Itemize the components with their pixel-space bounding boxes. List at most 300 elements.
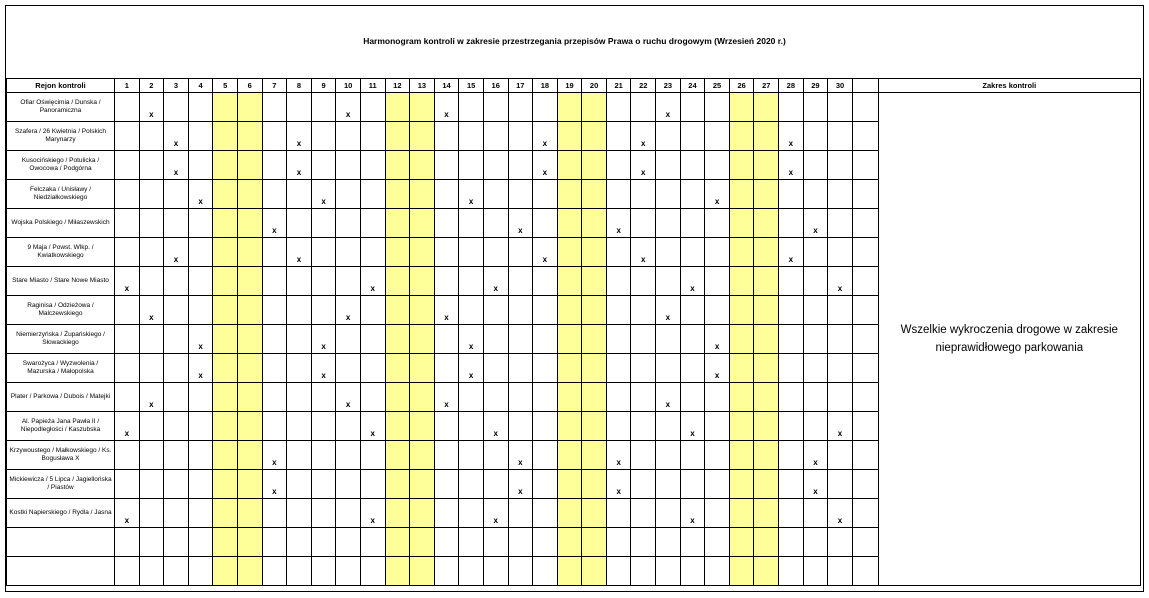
day-cell bbox=[336, 238, 361, 267]
region-cell: Kostki Napierskiego / Rydla / Jasna bbox=[7, 499, 115, 528]
day-cell bbox=[213, 528, 238, 557]
day-cell bbox=[828, 238, 853, 267]
day-cell bbox=[533, 412, 558, 441]
inspection-mark: x bbox=[680, 267, 705, 296]
day-cell bbox=[237, 238, 262, 267]
inspection-mark: x bbox=[188, 325, 213, 354]
day-cell bbox=[606, 354, 631, 383]
day-cell bbox=[582, 470, 607, 499]
day-cell bbox=[557, 267, 582, 296]
day-cell bbox=[803, 180, 828, 209]
inspection-mark: x bbox=[188, 180, 213, 209]
day-cell bbox=[434, 354, 459, 383]
day-cell bbox=[582, 122, 607, 151]
day-cell bbox=[483, 557, 508, 586]
day-cell bbox=[631, 209, 656, 238]
inspection-mark: x bbox=[656, 383, 681, 412]
day-cell bbox=[115, 528, 140, 557]
header-row bbox=[7, 79, 1141, 93]
day-cell bbox=[164, 528, 189, 557]
schedule-sheet bbox=[5, 5, 1144, 592]
day-cell bbox=[656, 267, 681, 296]
spacer-cell bbox=[852, 383, 878, 412]
day-header: 12 bbox=[385, 79, 410, 93]
day-cell bbox=[557, 180, 582, 209]
day-cell bbox=[729, 528, 754, 557]
day-cell bbox=[483, 528, 508, 557]
day-cell bbox=[385, 325, 410, 354]
inspection-mark: x bbox=[680, 499, 705, 528]
day-cell bbox=[779, 383, 804, 412]
day-cell bbox=[237, 122, 262, 151]
day-cell bbox=[213, 238, 238, 267]
day-cell bbox=[262, 296, 287, 325]
day-header: 27 bbox=[754, 79, 779, 93]
day-cell bbox=[779, 325, 804, 354]
day-cell bbox=[729, 267, 754, 296]
inspection-mark: x bbox=[606, 209, 631, 238]
inspection-mark: x bbox=[483, 412, 508, 441]
day-cell bbox=[237, 325, 262, 354]
day-cell bbox=[385, 354, 410, 383]
day-cell bbox=[483, 354, 508, 383]
day-cell bbox=[656, 499, 681, 528]
inspection-mark: x bbox=[115, 412, 140, 441]
day-header: 2 bbox=[139, 79, 164, 93]
day-cell bbox=[188, 557, 213, 586]
day-cell bbox=[533, 557, 558, 586]
day-cell bbox=[606, 267, 631, 296]
day-cell bbox=[213, 557, 238, 586]
day-cell bbox=[139, 180, 164, 209]
day-cell bbox=[754, 383, 779, 412]
day-cell bbox=[680, 93, 705, 122]
day-cell bbox=[582, 151, 607, 180]
day-cell bbox=[188, 151, 213, 180]
inspection-mark: x bbox=[336, 383, 361, 412]
day-cell bbox=[287, 412, 312, 441]
day-cell bbox=[311, 383, 336, 412]
day-cell bbox=[385, 93, 410, 122]
spacer-cell bbox=[852, 238, 878, 267]
inspection-mark: x bbox=[533, 151, 558, 180]
spacer-cell bbox=[852, 354, 878, 383]
day-cell bbox=[434, 412, 459, 441]
day-cell bbox=[705, 441, 730, 470]
day-cell bbox=[779, 499, 804, 528]
day-cell bbox=[213, 180, 238, 209]
day-cell bbox=[533, 93, 558, 122]
day-cell bbox=[115, 238, 140, 267]
day-cell bbox=[385, 441, 410, 470]
inspection-mark: x bbox=[483, 499, 508, 528]
inspection-mark: x bbox=[360, 499, 385, 528]
day-cell bbox=[311, 238, 336, 267]
day-cell bbox=[803, 151, 828, 180]
day-cell bbox=[385, 528, 410, 557]
day-cell bbox=[115, 296, 140, 325]
day-cell bbox=[779, 180, 804, 209]
day-cell bbox=[287, 93, 312, 122]
day-cell bbox=[582, 412, 607, 441]
day-header: 8 bbox=[287, 79, 312, 93]
day-cell bbox=[262, 267, 287, 296]
day-cell bbox=[139, 238, 164, 267]
day-cell bbox=[828, 296, 853, 325]
day-cell bbox=[188, 122, 213, 151]
day-cell bbox=[533, 470, 558, 499]
day-cell bbox=[557, 325, 582, 354]
day-cell bbox=[188, 267, 213, 296]
day-cell bbox=[213, 93, 238, 122]
day-cell bbox=[434, 180, 459, 209]
day-cell bbox=[410, 354, 435, 383]
day-cell bbox=[533, 296, 558, 325]
day-cell bbox=[115, 383, 140, 412]
day-cell bbox=[164, 383, 189, 412]
day-cell bbox=[139, 528, 164, 557]
day-cell bbox=[410, 499, 435, 528]
day-header: 15 bbox=[459, 79, 484, 93]
day-cell bbox=[410, 296, 435, 325]
region-cell: Plater / Parkowa / Dubois / Matejki bbox=[7, 383, 115, 412]
day-cell bbox=[705, 93, 730, 122]
day-cell bbox=[336, 470, 361, 499]
day-cell bbox=[483, 122, 508, 151]
inspection-mark: x bbox=[533, 122, 558, 151]
region-cell: Kusocińskiego / Potulicka / Owocowa / Podgórna bbox=[7, 151, 115, 180]
spacer-cell bbox=[852, 325, 878, 354]
day-cell bbox=[631, 470, 656, 499]
inspection-mark: x bbox=[779, 238, 804, 267]
inspection-mark: x bbox=[262, 209, 287, 238]
day-cell bbox=[360, 238, 385, 267]
day-cell bbox=[459, 528, 484, 557]
day-cell bbox=[287, 209, 312, 238]
day-cell bbox=[188, 499, 213, 528]
day-cell bbox=[434, 557, 459, 586]
inspection-mark: x bbox=[434, 383, 459, 412]
day-cell bbox=[459, 412, 484, 441]
day-cell bbox=[656, 441, 681, 470]
day-cell bbox=[557, 209, 582, 238]
day-header: 20 bbox=[582, 79, 607, 93]
day-cell bbox=[311, 209, 336, 238]
day-cell bbox=[336, 499, 361, 528]
day-cell bbox=[385, 267, 410, 296]
day-cell bbox=[188, 296, 213, 325]
day-cell bbox=[139, 354, 164, 383]
day-cell bbox=[459, 296, 484, 325]
day-cell bbox=[656, 557, 681, 586]
day-cell bbox=[483, 296, 508, 325]
day-header: 6 bbox=[237, 79, 262, 93]
day-cell bbox=[115, 557, 140, 586]
day-cell bbox=[582, 267, 607, 296]
region-cell: Wojska Polskiego / Miłaszewskich bbox=[7, 209, 115, 238]
day-cell bbox=[164, 209, 189, 238]
inspection-mark: x bbox=[656, 296, 681, 325]
day-cell bbox=[754, 528, 779, 557]
day-cell bbox=[459, 470, 484, 499]
day-cell bbox=[139, 499, 164, 528]
day-cell bbox=[705, 383, 730, 412]
day-cell bbox=[508, 528, 533, 557]
schedule-table bbox=[6, 78, 1141, 586]
day-cell bbox=[139, 209, 164, 238]
day-cell bbox=[360, 209, 385, 238]
day-cell bbox=[779, 93, 804, 122]
inspection-mark: x bbox=[533, 238, 558, 267]
inspection-mark: x bbox=[336, 93, 361, 122]
day-cell bbox=[582, 499, 607, 528]
day-cell bbox=[533, 209, 558, 238]
day-cell bbox=[680, 180, 705, 209]
day-cell bbox=[557, 528, 582, 557]
inspection-mark: x bbox=[508, 209, 533, 238]
day-cell bbox=[631, 267, 656, 296]
day-cell bbox=[582, 238, 607, 267]
day-cell bbox=[311, 122, 336, 151]
day-cell bbox=[139, 441, 164, 470]
inspection-mark: x bbox=[164, 151, 189, 180]
day-cell bbox=[287, 441, 312, 470]
day-cell bbox=[606, 180, 631, 209]
day-cell bbox=[508, 267, 533, 296]
inspection-mark: x bbox=[115, 499, 140, 528]
day-cell bbox=[729, 93, 754, 122]
day-cell bbox=[705, 412, 730, 441]
day-header: 19 bbox=[557, 79, 582, 93]
region-cell bbox=[7, 557, 115, 586]
inspection-mark: x bbox=[803, 441, 828, 470]
day-cell bbox=[828, 470, 853, 499]
day-cell bbox=[336, 441, 361, 470]
day-cell bbox=[729, 151, 754, 180]
inspection-mark: x bbox=[705, 180, 730, 209]
day-cell bbox=[631, 528, 656, 557]
day-cell bbox=[410, 383, 435, 412]
day-cell bbox=[729, 412, 754, 441]
day-cell bbox=[311, 557, 336, 586]
spacer-cell bbox=[852, 93, 878, 122]
day-cell bbox=[385, 296, 410, 325]
day-cell bbox=[828, 93, 853, 122]
day-cell bbox=[631, 412, 656, 441]
day-cell bbox=[557, 122, 582, 151]
region-cell: Al. Papieża Jana Pawła II / Niepodległości / Kaszubska bbox=[7, 412, 115, 441]
day-cell bbox=[705, 151, 730, 180]
day-cell bbox=[164, 267, 189, 296]
day-cell bbox=[582, 209, 607, 238]
day-header: 28 bbox=[779, 79, 804, 93]
day-cell bbox=[410, 180, 435, 209]
day-cell bbox=[188, 528, 213, 557]
day-cell bbox=[410, 151, 435, 180]
day-cell bbox=[754, 93, 779, 122]
day-cell bbox=[508, 383, 533, 412]
day-cell bbox=[237, 470, 262, 499]
day-cell bbox=[680, 238, 705, 267]
day-cell bbox=[533, 528, 558, 557]
inspection-mark: x bbox=[606, 470, 631, 499]
day-cell bbox=[508, 296, 533, 325]
day-cell bbox=[360, 441, 385, 470]
day-cell bbox=[262, 325, 287, 354]
inspection-mark: x bbox=[311, 325, 336, 354]
inspection-mark: x bbox=[779, 122, 804, 151]
day-cell bbox=[656, 470, 681, 499]
day-cell bbox=[164, 354, 189, 383]
day-cell bbox=[729, 180, 754, 209]
day-cell bbox=[557, 238, 582, 267]
day-cell bbox=[779, 528, 804, 557]
day-cell bbox=[336, 325, 361, 354]
day-cell bbox=[237, 528, 262, 557]
day-cell bbox=[237, 93, 262, 122]
day-cell bbox=[533, 383, 558, 412]
day-cell bbox=[631, 354, 656, 383]
day-cell bbox=[188, 470, 213, 499]
day-cell bbox=[164, 441, 189, 470]
inspection-mark: x bbox=[459, 354, 484, 383]
day-cell bbox=[754, 412, 779, 441]
day-cell bbox=[483, 441, 508, 470]
day-cell bbox=[385, 122, 410, 151]
day-cell bbox=[533, 180, 558, 209]
day-cell bbox=[237, 557, 262, 586]
day-cell bbox=[410, 412, 435, 441]
day-cell bbox=[754, 209, 779, 238]
day-cell bbox=[729, 383, 754, 412]
day-cell bbox=[287, 557, 312, 586]
day-cell bbox=[336, 209, 361, 238]
spacer-cell bbox=[852, 557, 878, 586]
day-cell bbox=[754, 441, 779, 470]
day-cell bbox=[115, 470, 140, 499]
inspection-mark: x bbox=[606, 441, 631, 470]
day-cell bbox=[287, 180, 312, 209]
day-cell bbox=[213, 499, 238, 528]
day-cell bbox=[803, 93, 828, 122]
day-header: 5 bbox=[213, 79, 238, 93]
spacer-cell bbox=[852, 180, 878, 209]
day-cell bbox=[139, 470, 164, 499]
day-cell bbox=[410, 267, 435, 296]
day-cell bbox=[311, 441, 336, 470]
day-header: 29 bbox=[803, 79, 828, 93]
day-cell bbox=[631, 441, 656, 470]
day-cell bbox=[533, 354, 558, 383]
day-cell bbox=[410, 93, 435, 122]
day-cell bbox=[533, 325, 558, 354]
day-cell bbox=[729, 470, 754, 499]
day-cell bbox=[410, 238, 435, 267]
day-cell bbox=[459, 238, 484, 267]
day-header: 3 bbox=[164, 79, 189, 93]
day-cell bbox=[237, 180, 262, 209]
day-header: 17 bbox=[508, 79, 533, 93]
day-cell bbox=[705, 499, 730, 528]
inspection-mark: x bbox=[287, 238, 312, 267]
day-cell bbox=[237, 209, 262, 238]
day-cell bbox=[656, 122, 681, 151]
day-cell bbox=[410, 441, 435, 470]
region-cell: Niemierzyńska / Żupańskiego / Słowackiego bbox=[7, 325, 115, 354]
day-cell bbox=[705, 209, 730, 238]
day-cell bbox=[410, 470, 435, 499]
day-header: 7 bbox=[262, 79, 287, 93]
region-cell: Stare Miasto / Stare Nowe Miasto bbox=[7, 267, 115, 296]
inspection-mark: x bbox=[287, 122, 312, 151]
day-cell bbox=[385, 383, 410, 412]
day-cell bbox=[213, 151, 238, 180]
day-cell bbox=[434, 325, 459, 354]
day-cell bbox=[508, 151, 533, 180]
day-cell bbox=[779, 470, 804, 499]
region-cell: Felczaka / Unisławy / Niedziałkowskiego bbox=[7, 180, 115, 209]
spacer-cell bbox=[852, 499, 878, 528]
day-cell bbox=[828, 325, 853, 354]
day-cell bbox=[582, 528, 607, 557]
day-header: 21 bbox=[606, 79, 631, 93]
day-cell bbox=[410, 325, 435, 354]
day-cell bbox=[115, 354, 140, 383]
day-cell bbox=[631, 383, 656, 412]
day-cell bbox=[754, 325, 779, 354]
day-cell bbox=[483, 383, 508, 412]
spacer-cell bbox=[852, 122, 878, 151]
day-cell bbox=[188, 412, 213, 441]
day-cell bbox=[680, 383, 705, 412]
day-cell bbox=[360, 557, 385, 586]
day-cell bbox=[779, 267, 804, 296]
day-cell bbox=[262, 354, 287, 383]
day-cell bbox=[828, 209, 853, 238]
day-cell bbox=[164, 180, 189, 209]
day-cell bbox=[385, 151, 410, 180]
day-cell bbox=[410, 209, 435, 238]
day-cell bbox=[533, 499, 558, 528]
day-cell bbox=[360, 180, 385, 209]
day-cell bbox=[729, 296, 754, 325]
day-cell bbox=[360, 354, 385, 383]
inspection-mark: x bbox=[188, 354, 213, 383]
day-cell bbox=[459, 151, 484, 180]
day-cell bbox=[705, 470, 730, 499]
day-cell bbox=[360, 93, 385, 122]
day-cell bbox=[656, 354, 681, 383]
day-cell bbox=[606, 557, 631, 586]
day-header: 26 bbox=[729, 79, 754, 93]
region-cell: Ofiar Oświęcimia / Dunska / Panoramiczna bbox=[7, 93, 115, 122]
day-cell bbox=[311, 93, 336, 122]
day-cell bbox=[213, 412, 238, 441]
region-cell: Mickiewicza / 5 Lipca / Jagiellońska / Piastów bbox=[7, 470, 115, 499]
day-cell bbox=[557, 499, 582, 528]
inspection-mark: x bbox=[360, 267, 385, 296]
day-cell bbox=[828, 122, 853, 151]
day-cell bbox=[262, 383, 287, 412]
day-cell bbox=[508, 325, 533, 354]
day-cell bbox=[164, 93, 189, 122]
day-header: 14 bbox=[434, 79, 459, 93]
inspection-mark: x bbox=[434, 296, 459, 325]
day-cell bbox=[705, 557, 730, 586]
inspection-mark: x bbox=[360, 412, 385, 441]
day-cell bbox=[680, 296, 705, 325]
day-cell bbox=[803, 238, 828, 267]
